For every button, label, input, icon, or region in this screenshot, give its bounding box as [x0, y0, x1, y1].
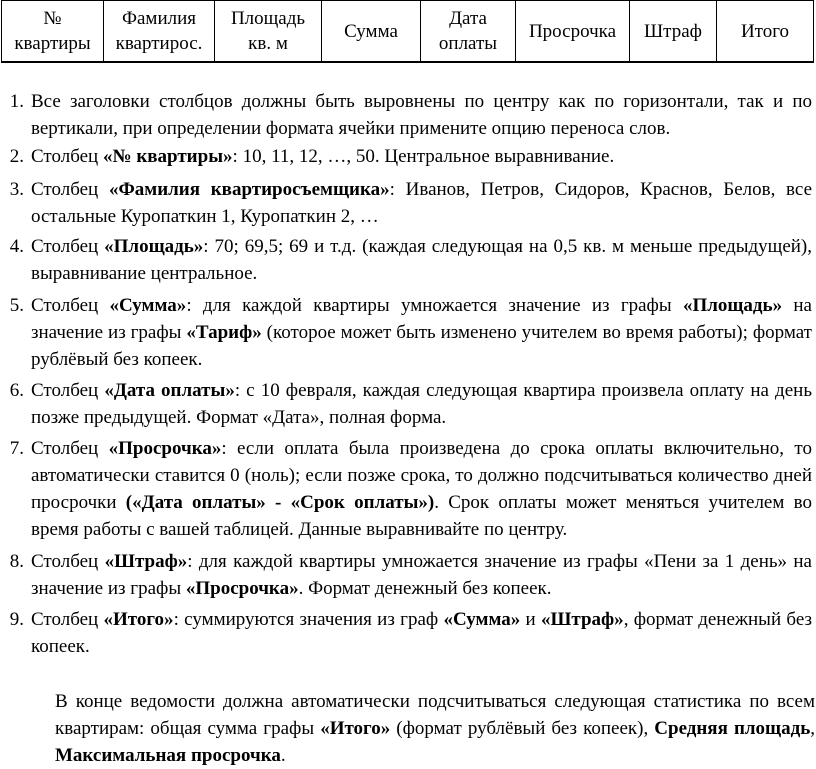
text-segment: : 70; 69,5; 69 и т.д. (каждая следующая на 0,5 кв. м меньше предыдущей), выравнивание центральное. — [31, 236, 812, 284]
text-segment: : для каждой квартиры умножается значение из графы — [186, 295, 683, 316]
bold-text-segment: «Итого» — [103, 609, 174, 630]
list-item — [0, 88, 812, 142]
text-segment: Столбец — [31, 146, 103, 167]
list-item — [0, 606, 812, 660]
bold-text-segment: «Тариф» — [186, 322, 262, 343]
bold-text-segment: «Площадь» — [104, 236, 204, 257]
list-item — [0, 143, 812, 170]
header-table — [1, 0, 814, 63]
list-item — [0, 435, 812, 543]
bold-text-segment: «Площадь» — [682, 295, 783, 316]
item-text — [31, 179, 812, 227]
text-segment: , формат денежный без копеек. — [31, 609, 813, 657]
header-cell-apartment-number: № квартиры — [2, 1, 104, 63]
text-segment: : если оплата была произведена до срока оплаты включительно, то автоматически ставится 0 (ноль); если позже срока, то должно подсчитываться количество дней просрочки — [31, 438, 812, 513]
item-number: 5. — [9, 295, 24, 316]
text-segment: Столбец — [31, 295, 110, 316]
list-item — [0, 233, 812, 287]
text-segment: . Срок оплаты может меняться учителем во время работы с вашей таблицей. Данные выравнивайте по центру. — [31, 492, 812, 540]
text-segment: Столбец — [31, 609, 104, 630]
item-text — [31, 236, 812, 284]
text-segment: : 10, 11, 12, …, 50. Центральное выравнивание. — [232, 146, 615, 167]
text-segment: Столбец — [31, 438, 109, 459]
text-segment: : Иванов, Петров, Сидоров, Краснов, Белов, все остальные Куропаткин 1, Куропаткин 2, … — [31, 179, 813, 227]
requirements-list — [0, 88, 812, 660]
bold-text-segment: «Итого» — [320, 718, 391, 739]
header-cell-fine: Штраф — [630, 1, 717, 63]
item-text — [31, 609, 812, 657]
text-segment: : суммируются значения из граф — [173, 609, 444, 630]
statistics-paragraph — [55, 688, 815, 769]
header-row — [2, 1, 814, 63]
text-segment: , — [810, 718, 815, 739]
item-text — [31, 438, 812, 540]
bold-text-segment: «Штраф» — [541, 609, 624, 630]
bold-text-segment: («Дата оплаты» - «Срок оплаты») — [125, 492, 435, 513]
text-segment: Столбец — [31, 551, 105, 572]
header-cell-sum: Сумма — [322, 1, 421, 63]
header-cell-area: Площадь кв. м — [215, 1, 322, 63]
item-number: 6. — [9, 380, 24, 401]
text-segment: : для каждой квартиры умножается значение из графы «Пени за 1 день» на значение из графы — [31, 551, 812, 599]
item-text — [31, 551, 812, 599]
item-number: 1. — [9, 91, 24, 112]
bold-text-segment: «Просрочка» — [185, 578, 299, 599]
list-item — [0, 548, 812, 602]
bold-text-segment: Средняя площадь — [654, 718, 811, 739]
text-segment: . — [280, 745, 286, 766]
text-segment: Столбец — [31, 380, 105, 401]
text-segment: (формат рублёвый без копеек), — [390, 718, 655, 739]
item-number: 2. — [9, 146, 24, 167]
text-segment: . Формат денежный без копеек. — [298, 578, 552, 599]
header-cell-tenant-surname: Фамилия квартирос. — [104, 1, 215, 63]
item-text — [31, 380, 812, 428]
text-segment: на значение из графы — [31, 295, 812, 343]
bold-text-segment: «Сумма» — [443, 609, 521, 630]
text-segment: В конце ведомости должна автоматически подсчитываться следующая статистика по всем квартирам: общая сумма графы — [55, 691, 815, 739]
text-segment: Все заголовки столбцов должны быть выровнены по центру как по горизонтали, так и по вертикали, при определении формата ячейки примените опцию переноса слов. — [31, 91, 812, 139]
item-number: 4. — [9, 236, 24, 257]
text-segment: Столбец — [31, 236, 105, 257]
list-item — [0, 176, 812, 230]
bold-text-segment: «Штраф» — [104, 551, 188, 572]
header-cell-overdue: Просрочка — [516, 1, 630, 63]
item-number: 8. — [9, 551, 24, 572]
bold-text-segment: «Дата оплаты» — [104, 380, 235, 401]
bold-text-segment: «Сумма» — [109, 295, 187, 316]
item-number: 7. — [9, 438, 24, 459]
item-text — [31, 146, 614, 167]
header-cell-total: Итого — [717, 1, 814, 63]
item-text — [31, 91, 812, 139]
item-number: 9. — [9, 609, 24, 630]
list-item — [0, 292, 812, 373]
bold-text-segment: «№ квартиры» — [102, 146, 233, 167]
bold-text-segment: «Просрочка» — [108, 438, 222, 459]
text-segment: и — [520, 609, 542, 630]
bold-text-segment: Максимальная просрочка — [55, 745, 281, 766]
bold-text-segment: «Фамилия квартиросъемщика» — [108, 179, 390, 200]
item-number: 3. — [9, 179, 24, 200]
list-item — [0, 377, 812, 431]
item-text — [31, 295, 812, 370]
header-cell-payment-date: Дата оплаты — [421, 1, 516, 63]
text-segment: : с 10 февраля, каждая следующая квартира произвела оплату на день позже предыдущей. Формат «Дата», полная форма. — [31, 380, 812, 428]
text-segment: Столбец — [31, 179, 109, 200]
text-segment: (которое может быть изменено учителем во время работы); формат рублёвый без копеек. — [31, 322, 812, 370]
